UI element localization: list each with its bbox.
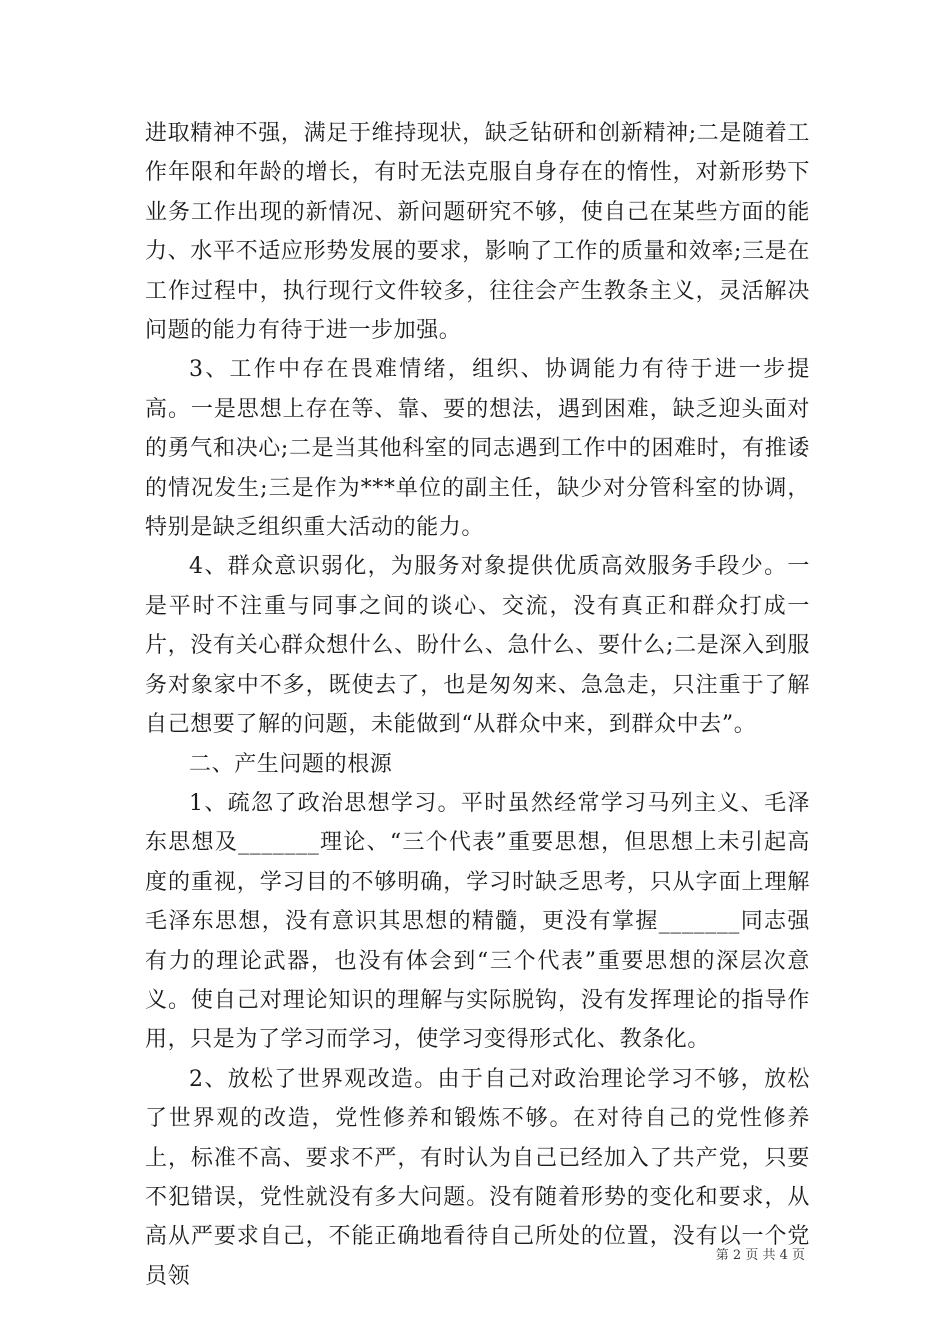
paragraph-item-4: 4、群众意识弱化，为服务对象提供优质高效服务手段少。一是平时不注重与同事之间的谈心、交流，没有真正和群众打成一片，没有关心群众想什么、盼什么、急什么、要什么;二是深入到服务对象家中不多，既使去了，也是匆匆来、急急走，只注重于了解自己想要了解的问题，未能做到“从群众中来，到群众中去”。 [145,554,810,738]
paragraph-root-cause-1: 1、疏忽了政治思想学习。平时虽然经常学习马列主义、毛泽东思想及_______理论、“三个代表”重要思想，但思想上未引起高度的重视，学习目的不够明确，学习时缺乏思考，只从字面上理解毛泽东思想，没有意识其思想的精髓，更没有掌握_______同志强有力的理论武器，也没有体会到“三个代表”重要思想的深层次意义。使自己对理论知识的理解与实际脱钩，没有发挥理论的指导作用，只是为了学习而学习，使学习变得形式化、教条化。 [145,790,810,1053]
page-number: 第 2 页 共 4 页 [715,1248,805,1263]
paragraph-item-3: 3、工作中存在畏难情绪，组织、协调能力有待于进一步提高。一是思想上存在等、靠、要的想法，遇到困难，缺乏迎头面对的勇气和决心;二是当其他科室的同志遇到工作中的困难时，有推诿的情况发生;三是作为***单位的副主任，缺少对分管科室的协调，特别是缺乏组织重大活动的能力。 [145,357,810,541]
document-body [145,114,810,1296]
paragraph-continuation: 进取精神不强，满足于维持现状，缺乏钻研和创新精神;二是随着工作年限和年龄的增长，有时无法克服自身存在的惰性，对新形势下业务工作出现的新情况、新问题研究不够，使自己在某些方面的能力、水平不适应形势发展的要求，影响了工作的质量和效率;三是在工作过程中，执行现行文件较多，往往会产生教条主义，灵活解决问题的能力有待于进一步加强。 [145,121,810,344]
section-heading: 二、产生问题的根源 [189,751,393,777]
paragraph-root-cause-2: 2、放松了世界观改造。由于自己对政治理论学习不够，放松了世界观的改造，党性修养和锻炼不够。在对待自己的党性修养上，标准不高、要求不严，有时认为自己已经加入了共产党，只要不犯错误，党性就没有多大问题。没有随着形势的变化和要求，从高从严要求自己，不能正确地看待自己所处的位置，没有以一个党员领 [145,1066,810,1289]
